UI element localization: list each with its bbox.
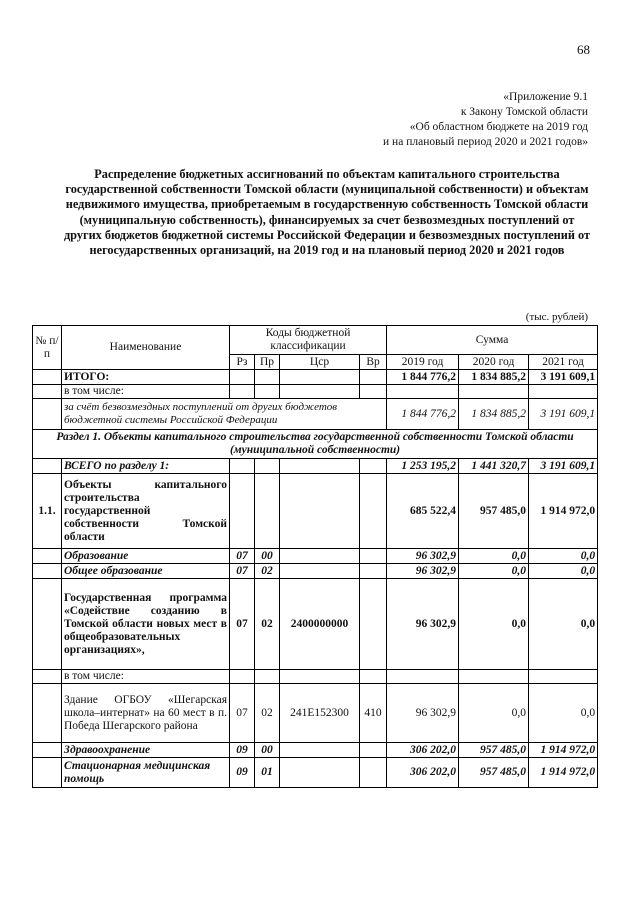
- value-2019: 685 522,4: [387, 474, 459, 549]
- value-2021: 0,0: [529, 579, 598, 670]
- value-2021: 0,0: [529, 684, 598, 743]
- row-name: в том числе:: [62, 385, 230, 399]
- cell-num: [33, 370, 62, 385]
- value-2021: 3 191 609,1: [529, 370, 598, 385]
- value-2021: 1 914 972,0: [529, 758, 598, 788]
- table-row: [33, 385, 598, 399]
- value-2021: 3 191 609,1: [529, 399, 598, 430]
- value-2019: 306 202,0: [387, 743, 459, 758]
- table-row: [33, 743, 598, 758]
- value-2019: 306 202,0: [387, 758, 459, 788]
- code-pr: 02: [255, 579, 280, 670]
- table-row: [33, 684, 598, 743]
- value-2020: 957 485,0: [459, 758, 529, 788]
- table-row: [33, 474, 598, 549]
- appendix-line: «Приложение 9.1: [503, 91, 588, 103]
- row-name: Здравоохранение: [62, 743, 230, 758]
- code-rz: 07: [230, 549, 255, 564]
- page-number: 68: [577, 42, 590, 57]
- header-2019: 2019 год: [387, 355, 459, 370]
- table-row: [33, 399, 598, 430]
- row-name: Государственная программа «Содействие созданию в Томской области новых мест в общеобразовательных организациях»,: [62, 579, 230, 670]
- value-2019: 96 302,9: [387, 549, 459, 564]
- code-rz: 07: [230, 684, 255, 743]
- value-2021: 1 914 972,0: [529, 474, 598, 549]
- header-sum: Сумма: [387, 326, 598, 355]
- code-csr: 241E152300: [280, 684, 360, 743]
- table-row: [33, 564, 598, 579]
- code-pr: 01: [255, 758, 280, 788]
- header-csr: Цср: [280, 355, 360, 370]
- value-2021: 0,0: [529, 549, 598, 564]
- units-note: (тыс. рублей): [525, 311, 588, 323]
- table-row: [33, 549, 598, 564]
- value-2020: 0,0: [459, 564, 529, 579]
- row-name: Общее образование: [62, 564, 230, 579]
- row-name: Здание ОГБОУ «Шегарская школа–интернат» на 60 мест в п. Победа Шегарского района: [62, 684, 230, 743]
- section-title: Раздел 1. Объекты капитального строительства государственной собственности Томской области (муниципальной собственности): [33, 430, 598, 459]
- row-name: ВСЕГО по разделу 1:: [62, 459, 230, 474]
- table-row: [33, 370, 598, 385]
- value-2019: 96 302,9: [387, 684, 459, 743]
- value-2021: 1 914 972,0: [529, 743, 598, 758]
- appendix-line: «Об областном бюджете на 2019 год: [409, 121, 588, 133]
- value-2020: 1 834 885,2: [459, 399, 529, 430]
- value-2021: 0,0: [529, 564, 598, 579]
- code-rz: 09: [230, 758, 255, 788]
- code-pr: 00: [255, 549, 280, 564]
- section-row: [33, 430, 598, 459]
- value-2020: 0,0: [459, 549, 529, 564]
- header-num: № п/п: [33, 326, 62, 370]
- code-pr: 02: [255, 564, 280, 579]
- value-2020: 957 485,0: [459, 474, 529, 549]
- row-name: Образование: [62, 549, 230, 564]
- value-2019: 1 844 776,2: [387, 399, 459, 430]
- code-rz: 07: [230, 564, 255, 579]
- row-name: за счёт безвозмездных поступлений от других бюджетов бюджетной системы Российской Федерации: [62, 399, 387, 430]
- value-2019: 1 844 776,2: [387, 370, 459, 385]
- row-name: Стационарная медицинская помощь: [62, 758, 230, 788]
- appendix-line: к Закону Томской области: [460, 106, 588, 118]
- code-rz: 07: [230, 579, 255, 670]
- header-name: Наименование: [62, 326, 230, 370]
- table-row: [33, 670, 598, 684]
- header-codes: Коды бюджетной классификации: [230, 326, 387, 355]
- header-rz: Рз: [230, 355, 255, 370]
- row-num: 1.1.: [33, 474, 62, 549]
- value-2020: 1 441 320,7: [459, 459, 529, 474]
- value-2020: 0,0: [459, 684, 529, 743]
- header-pr: Пр: [255, 355, 280, 370]
- value-2020: 1 834 885,2: [459, 370, 529, 385]
- header-2021: 2021 год: [529, 355, 598, 370]
- row-name: ИТОГО:: [62, 370, 230, 385]
- code-csr: 2400000000: [280, 579, 360, 670]
- row-name: в том числе:: [62, 670, 230, 684]
- row-name: Объекты капитального строительства государственной собственности Томской области: [62, 474, 230, 549]
- value-2020: 0,0: [459, 579, 529, 670]
- value-2019: 96 302,9: [387, 579, 459, 670]
- code-rz: 09: [230, 743, 255, 758]
- table-row: [33, 758, 598, 788]
- budget-table: [32, 325, 598, 788]
- value-2019: 96 302,9: [387, 564, 459, 579]
- code-pr: 00: [255, 743, 280, 758]
- value-2021: 3 191 609,1: [529, 459, 598, 474]
- table-row: [33, 579, 598, 670]
- code-pr: 02: [255, 684, 280, 743]
- document-title: Распределение бюджетных ассигнований по объектам капитального строительства государственной собственности Томской области (муниципальной собственности) и объектам недвижимого имущества, приобретаемым в государственную собственность Томской области (муниципальную собственность), финансируемых за счет безвозмездных поступлений от других бюджетов бюджетной системы Российской Федерации и безвозмездных поступлений от негосударственных организаций, на 2019 год и на плановый период 2020 и 2021 годов: [63, 167, 591, 258]
- header-vr: Вр: [360, 355, 387, 370]
- appendix-header: [0, 90, 588, 150]
- appendix-line: и на плановый период 2020 и 2021 годов»: [383, 136, 588, 148]
- code-vr: 410: [360, 684, 387, 743]
- table-row: [33, 459, 598, 474]
- value-2019: 1 253 195,2: [387, 459, 459, 474]
- header-2020: 2020 год: [459, 355, 529, 370]
- table-header-row: [33, 326, 598, 355]
- value-2020: 957 485,0: [459, 743, 529, 758]
